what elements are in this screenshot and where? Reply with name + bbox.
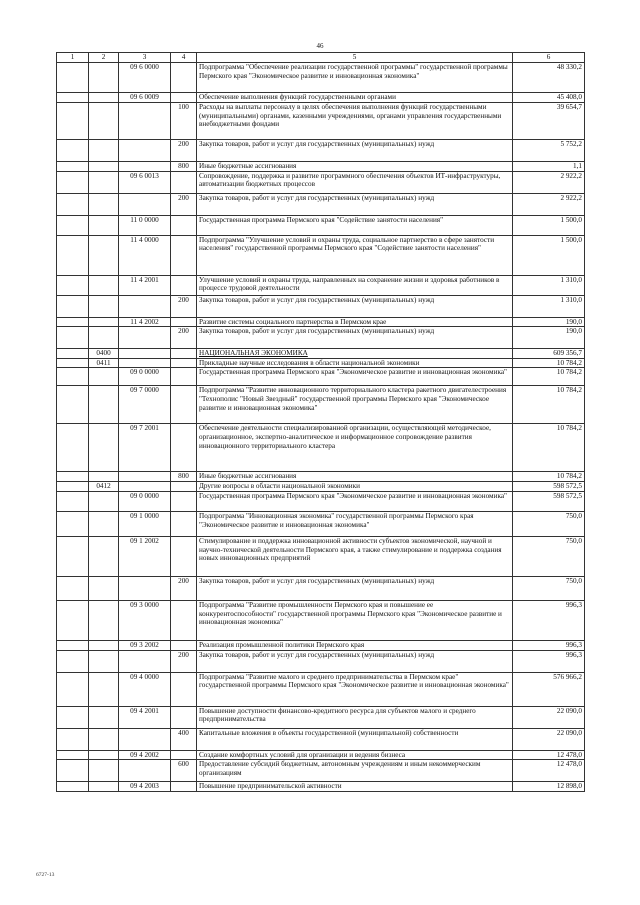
table-row <box>57 672 585 706</box>
description-cell: Подпрограмма "Развитие промышленности Пермского края и повышение ее конкурентоспособности" государственной программы Пермского края "Экономическое развитие и инновационная экономика" <box>197 600 513 640</box>
description-cell: Прикладные научные исследования в области национальной экономики <box>197 358 513 368</box>
section-code-cell <box>57 140 89 162</box>
target-article-cell <box>119 103 171 140</box>
header-cell: 5 <box>197 53 513 63</box>
amount-cell: 598 572,5 <box>513 491 585 511</box>
table-row <box>57 491 585 511</box>
amount-cell: 48 330,2 <box>513 63 585 93</box>
expense-type-cell <box>171 93 197 103</box>
table-header-row <box>57 53 585 63</box>
subsection-code-cell <box>89 275 119 295</box>
table-row <box>57 235 585 275</box>
header-cell: 2 <box>89 53 119 63</box>
expense-type-cell <box>171 782 197 792</box>
description-cell: Подпрограмма "Обеспечение реализации государственной программы" государственной программы Пермского края "Экономическое развитие и инновационная экономика" <box>197 63 513 93</box>
section-code-cell <box>57 368 89 386</box>
subsection-code-cell <box>89 650 119 672</box>
description-cell: Улучшение условий и охраны труда, направленных на сохранение жизни и здоровья работников в процессе трудовой деятельности <box>197 275 513 295</box>
section-code-cell <box>57 424 89 472</box>
description-cell: Сопровождение, поддержка и развитие программного обеспечения объектов ИТ-инфраструктуры, автоматизации бюджетных процессов <box>197 171 513 193</box>
expense-type-cell <box>171 215 197 235</box>
section-code-cell <box>57 171 89 193</box>
amount-cell: 1 500,0 <box>513 215 585 235</box>
description-cell: Государственная программа Пермского края "Содействие занятости населения" <box>197 215 513 235</box>
expense-type-cell <box>171 600 197 640</box>
table-row <box>57 760 585 782</box>
subsection-code-cell <box>89 706 119 728</box>
table-row <box>57 317 585 327</box>
section-code-cell <box>57 600 89 640</box>
table-row <box>57 215 585 235</box>
target-article-cell: 09 3 2002 <box>119 640 171 650</box>
expense-type-cell: 200 <box>171 327 197 349</box>
amount-cell: 45 408,0 <box>513 93 585 103</box>
target-article-cell <box>119 728 171 750</box>
subsection-code-cell <box>89 386 119 424</box>
subsection-code-cell <box>89 536 119 576</box>
amount-cell: 12 898,0 <box>513 782 585 792</box>
table-row <box>57 275 585 295</box>
amount-cell: 12 478,0 <box>513 750 585 760</box>
target-article-cell <box>119 358 171 368</box>
description-cell: Закупка товаров, работ и услуг для государственных (муниципальных) нужд <box>197 650 513 672</box>
subsection-code-cell <box>89 140 119 162</box>
description-cell: Закупка товаров, работ и услуг для государственных (муниципальных) нужд <box>197 295 513 317</box>
target-article-cell <box>119 140 171 162</box>
table-row <box>57 93 585 103</box>
expense-type-cell <box>171 491 197 511</box>
subsection-code-cell <box>89 750 119 760</box>
description-cell: Повышение предпринимательской активности <box>197 782 513 792</box>
amount-cell: 10 784,2 <box>513 424 585 472</box>
description-cell: Подпрограмма "Развитие инновационного территориального кластера ракетного двигателестроения "Технополис "Новый Звездный" государственной программы Пермского края "Экономическое развитие и инновационная экономика" <box>197 386 513 424</box>
expense-type-cell <box>171 482 197 492</box>
section-code-cell <box>57 576 89 600</box>
expense-type-cell: 200 <box>171 295 197 317</box>
subsection-code-cell <box>89 511 119 536</box>
description-cell: НАЦИОНАЛЬНАЯ ЭКОНОМИКА <box>197 349 513 359</box>
expense-type-cell: 800 <box>171 162 197 172</box>
amount-cell: 10 784,2 <box>513 472 585 482</box>
target-article-cell: 09 4 2002 <box>119 750 171 760</box>
description-cell: Закупка товаров, работ и услуг для государственных (муниципальных) нужд <box>197 193 513 215</box>
subsection-code-cell <box>89 171 119 193</box>
description-cell: Обеспечение деятельности специализированной организации, осуществляющей методическое, организационное, экспертно-аналитическое и информационное сопровождение развития инновационного территориального кластера <box>197 424 513 472</box>
description-cell: Другие вопросы в области национальной экономики <box>197 482 513 492</box>
target-article-cell: 09 4 2001 <box>119 706 171 728</box>
footer-code: 6727-13 <box>36 872 55 878</box>
amount-cell: 1 310,0 <box>513 295 585 317</box>
subsection-code-cell <box>89 424 119 472</box>
expense-type-cell <box>171 63 197 93</box>
table-row <box>57 750 585 760</box>
header-cell: 6 <box>513 53 585 63</box>
amount-cell: 12 478,0 <box>513 760 585 782</box>
table-row <box>57 600 585 640</box>
table-row <box>57 349 585 359</box>
table-row <box>57 386 585 424</box>
expense-type-cell <box>171 275 197 295</box>
description-cell: Закупка товаров, работ и услуг для государственных (муниципальных) нужд <box>197 327 513 349</box>
section-code-cell <box>57 103 89 140</box>
target-article-cell: 09 7 2001 <box>119 424 171 472</box>
table-row <box>57 327 585 349</box>
description-cell: Развитие системы социального партнерства в Пермском крае <box>197 317 513 327</box>
header-cell: 3 <box>119 53 171 63</box>
expense-type-cell: 100 <box>171 103 197 140</box>
header-cell: 1 <box>57 53 89 63</box>
target-article-cell <box>119 650 171 672</box>
amount-cell: 5 752,2 <box>513 140 585 162</box>
amount-cell: 609 356,7 <box>513 349 585 359</box>
subsection-code-cell <box>89 672 119 706</box>
target-article-cell: 09 0 0000 <box>119 491 171 511</box>
target-article-cell <box>119 576 171 600</box>
description-cell: Стимулирование и поддержка инновационной активности субъектов экономической, научной и научно-технической деятельности Пермского края, а также стимулирование и поддержка создания новых инновационных предприятий <box>197 536 513 576</box>
description-cell: Обеспечение выполнения функций государственными органами <box>197 93 513 103</box>
amount-cell: 2 922,2 <box>513 171 585 193</box>
section-code-cell <box>57 93 89 103</box>
expense-type-cell <box>171 368 197 386</box>
subsection-code-cell <box>89 162 119 172</box>
amount-cell: 10 784,2 <box>513 368 585 386</box>
subsection-code-cell <box>89 235 119 275</box>
amount-cell: 1 500,0 <box>513 235 585 275</box>
amount-cell: 750,0 <box>513 511 585 536</box>
expense-type-cell: 400 <box>171 728 197 750</box>
amount-cell: 190,0 <box>513 327 585 349</box>
subsection-code-cell: 0400 <box>89 349 119 359</box>
target-article-cell <box>119 349 171 359</box>
section-code-cell <box>57 482 89 492</box>
expense-type-cell <box>171 750 197 760</box>
amount-cell: 996,3 <box>513 600 585 640</box>
amount-cell: 10 784,2 <box>513 358 585 368</box>
table-row <box>57 576 585 600</box>
section-code-cell <box>57 472 89 482</box>
subsection-code-cell: 0412 <box>89 482 119 492</box>
section-code-cell <box>57 162 89 172</box>
expense-type-cell <box>171 424 197 472</box>
section-code-cell <box>57 706 89 728</box>
target-article-cell: 09 6 0013 <box>119 171 171 193</box>
expense-type-cell <box>171 349 197 359</box>
target-article-cell: 09 6 0000 <box>119 63 171 93</box>
target-article-cell: 09 1 2002 <box>119 536 171 576</box>
amount-cell: 598 572,5 <box>513 482 585 492</box>
amount-cell: 2 922,2 <box>513 193 585 215</box>
description-cell: Создание комфортных условий для организации и ведения бизнеса <box>197 750 513 760</box>
description-cell: Государственная программа Пермского края "Экономическое развитие и инновационная экономика" <box>197 368 513 386</box>
expense-type-cell <box>171 672 197 706</box>
amount-cell: 39 654,7 <box>513 103 585 140</box>
description-cell: Предоставление субсидий бюджетным, автономным учреждениям и иным некоммерческим организациям <box>197 760 513 782</box>
expense-type-cell: 200 <box>171 650 197 672</box>
target-article-cell: 11 4 0000 <box>119 235 171 275</box>
table-row <box>57 171 585 193</box>
description-cell: Подпрограмма "Инновационная экономика" государственной программы Пермского края "Экономическое развитие и инновационная экономика" <box>197 511 513 536</box>
table-row <box>57 368 585 386</box>
description-cell: Закупка товаров, работ и услуг для государственных (муниципальных) нужд <box>197 140 513 162</box>
description-cell: Подпрограмма "Развитие малого и среднего предпринимательства в Пермском крае" государственной программы Пермского края "Экономическое развитие и инновационная экономика" <box>197 672 513 706</box>
amount-cell: 1,1 <box>513 162 585 172</box>
expense-type-cell: 200 <box>171 140 197 162</box>
amount-cell: 1 310,0 <box>513 275 585 295</box>
expense-type-cell: 200 <box>171 193 197 215</box>
description-cell: Подпрограмма "Улучшение условий и охраны труда, социальное партнерство в сфере занятости населения" государственной программы Пермского края "Содействие занятости населения" <box>197 235 513 275</box>
target-article-cell <box>119 760 171 782</box>
subsection-code-cell <box>89 93 119 103</box>
target-article-cell: 09 1 0000 <box>119 511 171 536</box>
expense-type-cell <box>171 317 197 327</box>
section-code-cell <box>57 327 89 349</box>
section-code-cell <box>57 672 89 706</box>
expense-type-cell: 200 <box>171 576 197 600</box>
expense-type-cell <box>171 235 197 275</box>
table-row <box>57 640 585 650</box>
section-code-cell <box>57 215 89 235</box>
target-article-cell: 11 4 2001 <box>119 275 171 295</box>
table-row <box>57 358 585 368</box>
target-article-cell <box>119 193 171 215</box>
description-cell: Иные бюджетные ассигнования <box>197 162 513 172</box>
subsection-code-cell <box>89 368 119 386</box>
target-article-cell <box>119 472 171 482</box>
amount-cell: 22 090,0 <box>513 728 585 750</box>
section-code-cell <box>57 491 89 511</box>
section-code-cell <box>57 760 89 782</box>
section-code-cell <box>57 386 89 424</box>
expense-type-cell: 800 <box>171 472 197 482</box>
target-article-cell <box>119 162 171 172</box>
table-row <box>57 472 585 482</box>
amount-cell: 10 784,2 <box>513 386 585 424</box>
subsection-code-cell <box>89 193 119 215</box>
section-code-cell <box>57 536 89 576</box>
expense-type-cell <box>171 171 197 193</box>
table-row <box>57 482 585 492</box>
expense-type-cell <box>171 536 197 576</box>
table-row <box>57 782 585 792</box>
target-article-cell: 09 4 2003 <box>119 782 171 792</box>
expense-type-cell <box>171 706 197 728</box>
amount-cell: 190,0 <box>513 317 585 327</box>
target-article-cell <box>119 482 171 492</box>
description-cell: Повышение доступности финансово-кредитного ресурса для субъектов малого и среднего предпринимательства <box>197 706 513 728</box>
section-code-cell <box>57 640 89 650</box>
description-cell: Расходы на выплаты персоналу в целях обеспечения выполнения функций государственными (муниципальными) органами, казенными учреждениями, органами управления государственными внебюджетными фондами <box>197 103 513 140</box>
table-row <box>57 193 585 215</box>
table-row <box>57 706 585 728</box>
subsection-code-cell <box>89 600 119 640</box>
subsection-code-cell <box>89 728 119 750</box>
description-cell: Капитальные вложения в объекты государственной (муниципальной) собственности <box>197 728 513 750</box>
table-row <box>57 424 585 472</box>
table-row <box>57 728 585 750</box>
subsection-code-cell <box>89 295 119 317</box>
expense-type-cell: 600 <box>171 760 197 782</box>
section-code-cell <box>57 295 89 317</box>
section-code-cell <box>57 235 89 275</box>
amount-cell: 996,3 <box>513 650 585 672</box>
subsection-code-cell <box>89 472 119 482</box>
expense-type-cell <box>171 511 197 536</box>
expense-type-cell <box>171 358 197 368</box>
table-row <box>57 650 585 672</box>
section-code-cell <box>57 358 89 368</box>
section-code-cell <box>57 275 89 295</box>
expense-type-cell <box>171 386 197 424</box>
subsection-code-cell <box>89 760 119 782</box>
target-article-cell <box>119 295 171 317</box>
section-code-cell <box>57 782 89 792</box>
subsection-code-cell <box>89 576 119 600</box>
section-code-cell <box>57 750 89 760</box>
section-code-cell <box>57 650 89 672</box>
page-number: 46 <box>316 42 324 50</box>
target-article-cell: 09 0 0000 <box>119 368 171 386</box>
section-code-cell <box>57 193 89 215</box>
expense-type-cell <box>171 640 197 650</box>
subsection-code-cell <box>89 215 119 235</box>
subsection-code-cell <box>89 103 119 140</box>
subsection-code-cell <box>89 63 119 93</box>
table-row <box>57 140 585 162</box>
target-article-cell: 09 3 0000 <box>119 600 171 640</box>
table-row <box>57 162 585 172</box>
amount-cell: 996,3 <box>513 640 585 650</box>
section-code-cell <box>57 63 89 93</box>
amount-cell: 750,0 <box>513 576 585 600</box>
amount-cell: 22 090,0 <box>513 706 585 728</box>
section-code-cell <box>57 728 89 750</box>
section-code-cell <box>57 511 89 536</box>
description-cell: Реализация промышленной политики Пермского края <box>197 640 513 650</box>
target-article-cell: 09 4 0000 <box>119 672 171 706</box>
section-code-cell <box>57 317 89 327</box>
subsection-code-cell <box>89 640 119 650</box>
subsection-code-cell <box>89 317 119 327</box>
section-code-cell <box>57 349 89 359</box>
table-row <box>57 295 585 317</box>
amount-cell: 576 966,2 <box>513 672 585 706</box>
target-article-cell: 11 0 0000 <box>119 215 171 235</box>
table-row <box>57 103 585 140</box>
header-cell: 4 <box>171 53 197 63</box>
subsection-code-cell <box>89 327 119 349</box>
budget-table <box>56 52 585 792</box>
table-row <box>57 511 585 536</box>
target-article-cell: 11 4 2002 <box>119 317 171 327</box>
subsection-code-cell <box>89 491 119 511</box>
table-row <box>57 63 585 93</box>
subsection-code-cell <box>89 782 119 792</box>
description-cell: Иные бюджетные ассигнования <box>197 472 513 482</box>
table-row <box>57 536 585 576</box>
target-article-cell: 09 7 0000 <box>119 386 171 424</box>
amount-cell: 750,0 <box>513 536 585 576</box>
description-cell: Государственная программа Пермского края "Экономическое развитие и инновационная экономика" <box>197 491 513 511</box>
target-article-cell <box>119 327 171 349</box>
description-cell: Закупка товаров, работ и услуг для государственных (муниципальных) нужд <box>197 576 513 600</box>
target-article-cell: 09 6 0009 <box>119 93 171 103</box>
subsection-code-cell: 0411 <box>89 358 119 368</box>
